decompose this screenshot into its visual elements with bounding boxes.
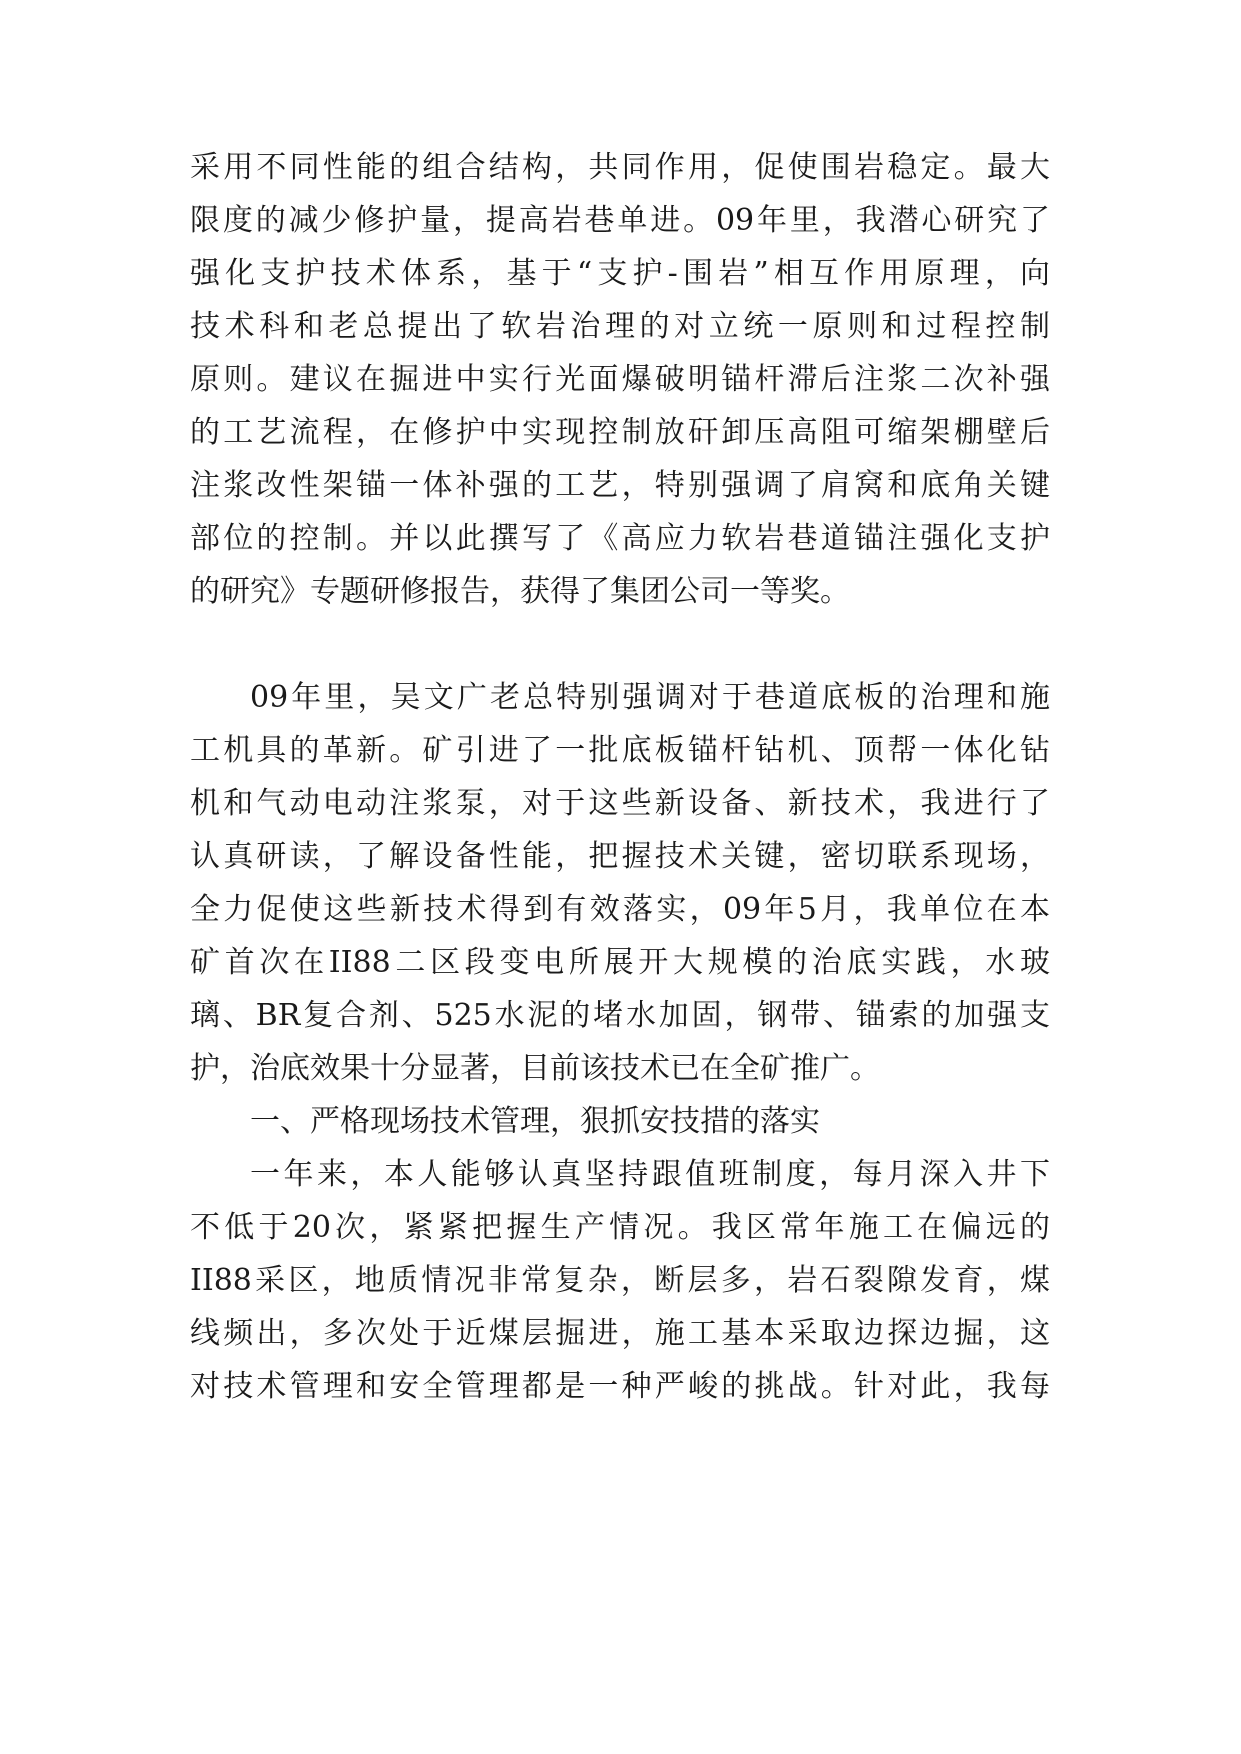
paragraph-3-line-2: 不低于20次，紧紧把握生产情况。我区常年施工在偏远的 [190, 1210, 1050, 1245]
paragraph-2-line-6: 矿首次在II88二区段变电所展开大规模的治底实践，水玻 [190, 945, 1050, 980]
paragraph-1-line-4: 技术科和老总提出了软岩治理的对立统一原则和过程控制 [190, 309, 1050, 344]
paragraph-2-line-5: 全力促使这些新技术得到有效落实，09年5月，我单位在本 [190, 892, 1050, 927]
paragraph-2-line-7: 璃、BR复合剂、525水泥的堵水加固，钢带、锚索的加强支 [190, 998, 1050, 1033]
paragraph-1-line-1: 采用不同性能的组合结构，共同作用，促使围岩稳定。最大 [190, 150, 1050, 185]
section-heading: 一、严格现场技术管理，狠抓安技措的落实 [250, 1104, 820, 1139]
paragraph-3-line-3: II88采区，地质情况非常复杂，断层多，岩石裂隙发育，煤 [190, 1263, 1050, 1298]
paragraph-1-line-9: 的研究》专题研修报告，获得了集团公司一等奖。 [190, 574, 850, 609]
paragraph-2-line-8: 护，治底效果十分显著，目前该技术已在全矿推广。 [190, 1051, 880, 1086]
paragraph-1-line-5: 原则。建议在掘进中实行光面爆破明锚杆滞后注浆二次补强 [190, 362, 1050, 397]
paragraph-2-line-3: 机和气动电动注浆泵，对于这些新设备、新技术，我进行了 [190, 786, 1050, 821]
paragraph-2-line-4: 认真研读，了解设备性能，把握技术关键，密切联系现场， [190, 839, 1050, 874]
paragraph-3-line-1: 一年来，本人能够认真坚持跟值班制度，每月深入井下 [250, 1157, 1050, 1192]
paragraph-1-line-8: 部位的控制。并以此撰写了《高应力软岩巷道锚注强化支护 [190, 521, 1050, 556]
paragraph-2-line-2: 工机具的革新。矿引进了一批底板锚杆钻机、顶帮一体化钻 [190, 733, 1050, 768]
paragraph-3-line-5: 对技术管理和安全管理都是一种严峻的挑战。针对此，我每 [190, 1369, 1050, 1404]
paragraph-2-line-1: 09年里，吴文广老总特别强调对于巷道底板的治理和施 [250, 680, 1050, 715]
paragraph-1-line-2: 限度的减少修护量，提高岩巷单进。09年里，我潜心研究了 [190, 203, 1050, 238]
paragraph-1-line-3: 强化支护技术体系，基于“支护-围岩”相互作用原理，向 [190, 256, 1050, 291]
paragraph-1-line-6: 的工艺流程，在修护中实现控制放矸卸压高阻可缩架棚壁后 [190, 415, 1050, 450]
paragraph-1-line-7: 注浆改性架锚一体补强的工艺，特别强调了肩窝和底角关键 [190, 468, 1050, 503]
paragraph-3-line-4: 线频出，多次处于近煤层掘进，施工基本采取边探边掘，这 [190, 1316, 1050, 1351]
